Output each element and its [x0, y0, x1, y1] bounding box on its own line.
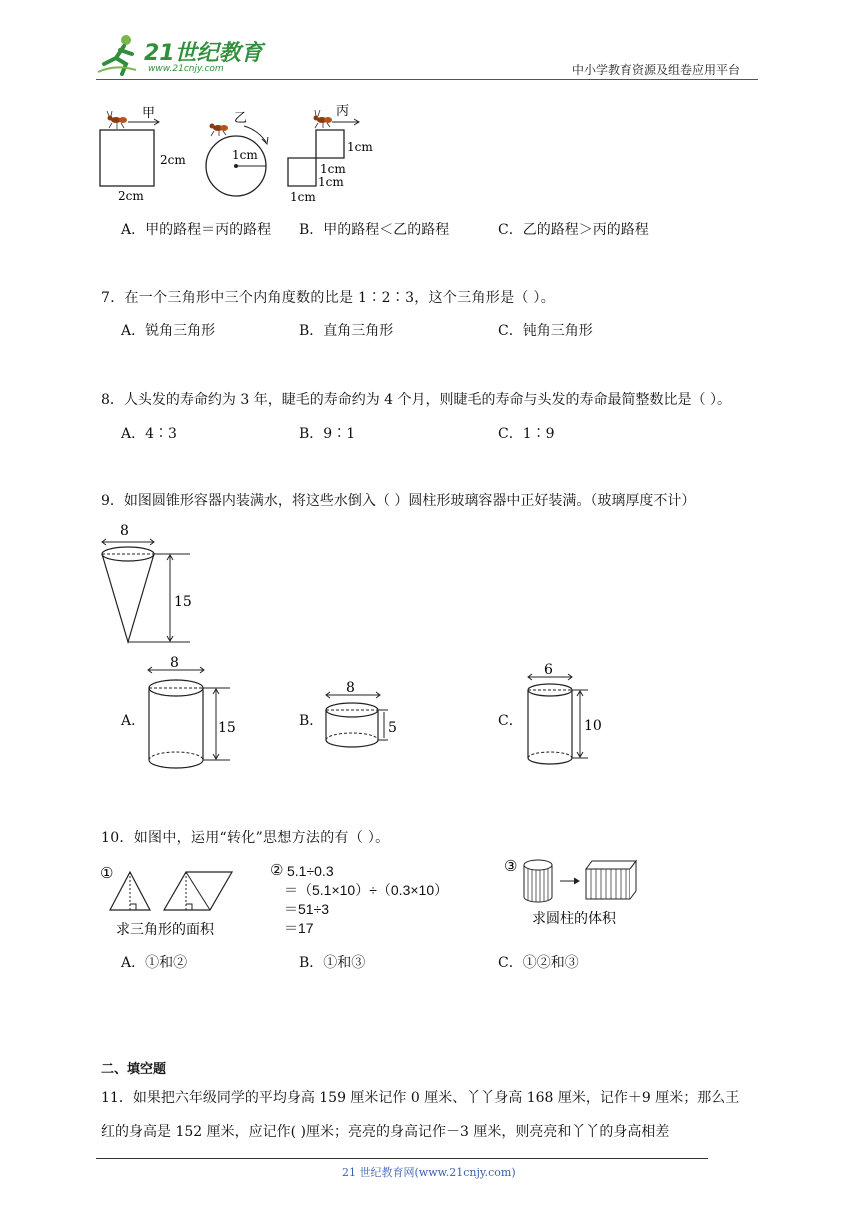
square-shape: [100, 130, 154, 186]
ant-icon-bing: [314, 110, 333, 128]
q8-option-c[interactable]: C．1∶9: [498, 426, 555, 442]
cylinder-a[interactable]: [144, 654, 244, 774]
label-sq-bottom: 2cm: [118, 189, 144, 203]
fig3-caption: 求圆柱的体积: [532, 911, 616, 927]
q9-option-b-label[interactable]: B．: [299, 713, 324, 729]
q6-figure: [96, 96, 396, 206]
q10-option-c[interactable]: C．①②和③: [498, 955, 579, 971]
q9-option-a-label[interactable]: A．: [121, 713, 146, 729]
cone-figure: [96, 518, 206, 648]
q6-option-c[interactable]: C．乙的路程＞丙的路程: [498, 222, 649, 238]
fig2-line-4: ＝17: [284, 920, 314, 936]
ant-icon-yi: [210, 124, 229, 137]
q7-option-c[interactable]: C．钝角三角形: [498, 323, 593, 339]
sliced-cylinder-icon: [524, 860, 552, 902]
cylinder-b-diameter: 8: [346, 680, 355, 696]
q10-fig3: [502, 855, 652, 930]
fig2-number: ②: [270, 862, 284, 879]
q7-stem: 7．在一个三角形中三个内角度数的比是 1∶2∶3，这个三角形是（ ）。: [101, 290, 556, 306]
q7-option-b[interactable]: B．直角三角形: [299, 323, 394, 339]
fig2-line-1: 5.1÷0.3: [287, 863, 334, 879]
label-bing: 丙: [336, 104, 350, 119]
cylinder-b[interactable]: [322, 680, 412, 760]
q7-option-a[interactable]: A．锐角三角形: [121, 323, 216, 339]
label-circle-r: 1cm: [232, 148, 258, 162]
label-b1: 1cm: [347, 140, 373, 154]
q8-option-b[interactable]: B．9∶1: [299, 426, 356, 442]
runner-icon: [96, 34, 140, 76]
section-title: 二、填空题: [101, 1062, 167, 1077]
header-rule: [96, 79, 758, 80]
label-b4: 1cm: [290, 190, 316, 204]
cylinder-a-height: 15: [218, 720, 236, 736]
label-sq-side: 2cm: [160, 153, 186, 167]
cylinder-b-height: 5: [388, 720, 397, 736]
q11-line-1: 11．如果把六年级同学的平均身高 159 厘米记作 0 厘米、丫丫身高 168 厘米，记作＋9 厘米；那么王: [101, 1090, 740, 1106]
cone-height-label: 15: [174, 594, 192, 610]
q8-option-a[interactable]: A．4∶3: [121, 426, 177, 442]
fig1-caption: 求三角形的面积: [116, 922, 214, 937]
q10-option-b[interactable]: B．①和③: [299, 955, 366, 971]
q9-option-c-label[interactable]: C．: [498, 713, 523, 729]
q10-fig1: [98, 862, 238, 937]
cylinder-c-diameter: 6: [544, 662, 553, 678]
cone-diameter-label: 8: [120, 523, 129, 539]
fig2-line-3: ＝51÷3: [284, 901, 330, 917]
label-jia: 甲: [142, 106, 156, 121]
cylinder-c[interactable]: [524, 662, 614, 772]
label-yi: 乙: [234, 111, 248, 126]
q10-option-a[interactable]: A．①和②: [121, 955, 188, 971]
fig1-number: ①: [100, 864, 114, 882]
cylinder-a-diameter: 8: [170, 655, 179, 671]
q10-stem: 10．如图中，运用“转化”思想方法的有（ ）。: [101, 830, 390, 846]
footer-text[interactable]: 21 世纪教育网(www.21cnjy.com): [342, 1166, 516, 1179]
logo-url: www.21cnjy.com: [148, 64, 224, 74]
q8-stem: 8．人头发的寿命约为 3 年，睫毛的寿命约为 4 个月，则睫毛的寿命与头发的寿命最简整数比是（ ）。: [101, 392, 731, 408]
q11-line-2: 红的身高是 152 厘米，应记作( )厘米；亮亮的身高记作－3 厘米，则亮亮和丫丫的身高相差: [101, 1124, 670, 1140]
fig2-line-2: ＝（5.1×10）÷（0.3×10）: [284, 882, 449, 898]
q6-option-b[interactable]: B．甲的路程＜乙的路程: [299, 222, 450, 238]
q6-option-a[interactable]: A．甲的路程＝丙的路程: [121, 222, 272, 238]
header-right-text: 中小学教育资源及组卷应用平台: [572, 63, 741, 77]
logo-text: 21世纪教育: [144, 41, 263, 66]
footer-rule: [96, 1158, 708, 1159]
header-logo: [96, 34, 266, 78]
label-b3: 1cm: [318, 175, 344, 189]
label-b2: 1cm: [320, 162, 346, 176]
cuboid-icon: [586, 861, 636, 899]
q9-stem: 9．如图圆锥形容器内装满水，将这些水倒入（ ）圆柱形玻璃容器中正好装满。（玻璃厚度不计）: [101, 493, 696, 509]
fig3-number: ③: [504, 857, 518, 875]
cylinder-c-height: 10: [584, 718, 602, 734]
ant-icon-jia: [107, 111, 127, 129]
